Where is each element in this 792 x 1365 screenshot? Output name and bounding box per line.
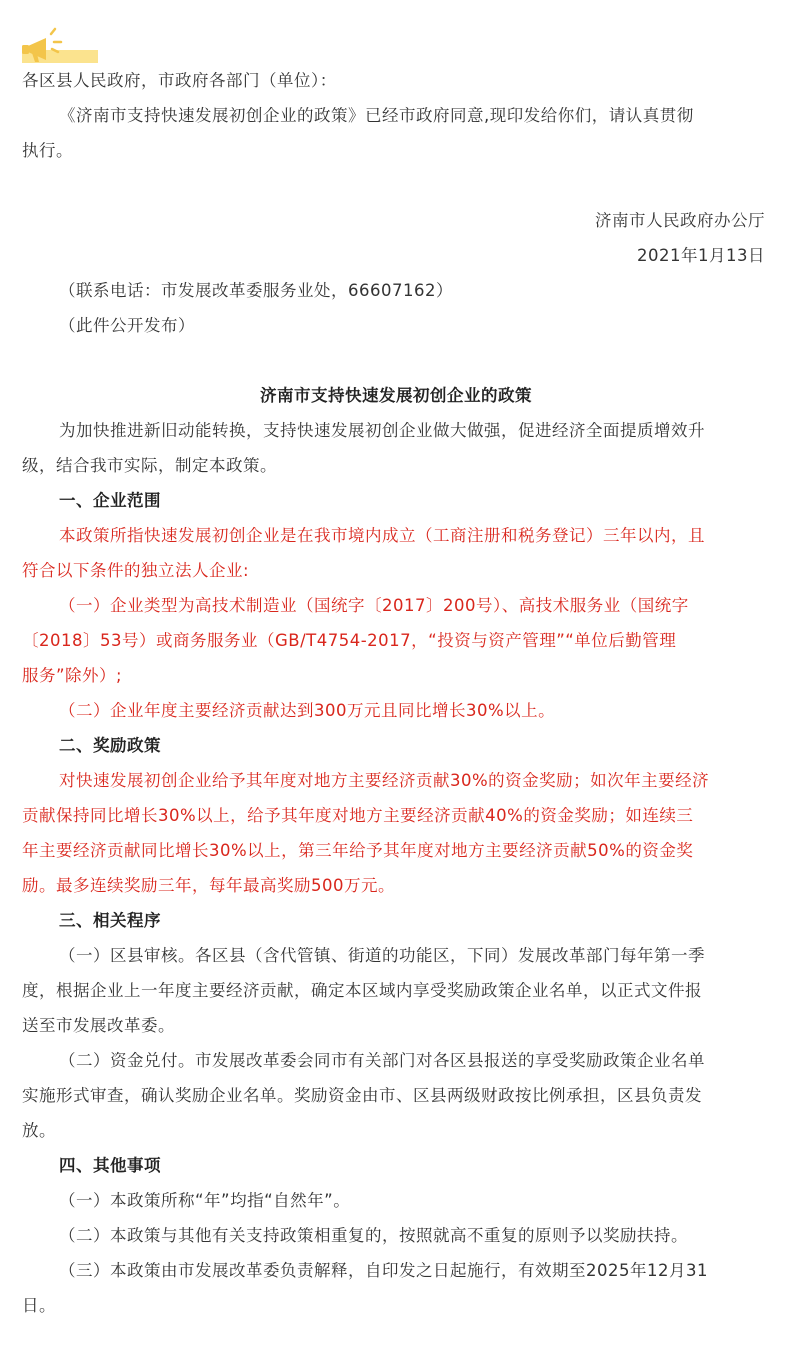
section-text-line: （二）企业年度主要经济贡献达到300万元且同比增长30%以上。 bbox=[59, 701, 556, 720]
notice-body-line: 执行。 bbox=[22, 141, 73, 160]
section-text-line: （一）区县审核。各区县（含代管镇、街道的功能区，下同）发展改革部门每年第一季 bbox=[59, 946, 705, 965]
megaphone-icon bbox=[18, 16, 100, 64]
section-text-line: 本政策所指快速发展初创企业是在我市境内成立（工商注册和税务登记）三年以内，且 bbox=[59, 526, 705, 545]
section-text-line: 贡献保持同比增长30%以上，给予其年度对地方主要经济贡献40%的资金奖励；如连续三 bbox=[22, 806, 694, 825]
section-text-line: （二）本政策与其他有关支持政策相重复的，按照就高不重复的原则予以奖励扶持。 bbox=[59, 1226, 688, 1245]
intro-line: 级，结合我市实际，制定本政策。 bbox=[22, 456, 277, 475]
section-text-line: 年主要经济贡献同比增长30%以上，第三年给予其年度对地方主要经济贡献50%的资金奖 bbox=[22, 841, 694, 860]
public-note: （此件公开发布） bbox=[59, 316, 195, 335]
issue-date: 2021年1月13日 bbox=[637, 246, 765, 265]
section-text-line: （一）本政策所称“年”均指“自然年”。 bbox=[59, 1191, 351, 1210]
section-heading: 一、企业范围 bbox=[59, 491, 161, 510]
section-text-line: 符合以下条件的独立法人企业: bbox=[22, 561, 250, 580]
intro-line: 为加快推进新旧动能转换，支持快速发展初创企业做大做强，促进经济全面提质增效升 bbox=[59, 421, 705, 440]
section-text-line: （二）资金兑付。市发展改革委会同市有关部门对各区县报送的享受奖励政策企业名单 bbox=[59, 1051, 705, 1070]
section-text-line: 励。最多连续奖励三年，每年最高奖励500万元。 bbox=[22, 876, 395, 895]
contact-info: （联系电话：市发展改革委服务业处，66607162） bbox=[59, 281, 453, 300]
section-text-line: （一）企业类型为高技术制造业（国统字〔2017〕200号）、高技术服务业（国统字 bbox=[59, 596, 689, 615]
section-text-line: （三）本政策由市发展改革委负责解释，自印发之日起施行，有效期至2025年12月31 bbox=[59, 1261, 708, 1280]
section-text-line: 〔2018〕53号）或商务服务业（GB/T4754-2017，“投资与资产管理”“单位后勤管理 bbox=[22, 631, 677, 650]
section-text-line: 送至市发展改革委。 bbox=[22, 1016, 175, 1035]
section-text-line: 实施形式审查，确认奖励企业名单。奖励资金由市、区县两级财政按比例承担，区县负责发 bbox=[22, 1086, 702, 1105]
section-heading: 三、相关程序 bbox=[59, 911, 161, 930]
section-text-line: 对快速发展初创企业给予其年度对地方主要经济贡献30%的资金奖励；如次年主要经济 bbox=[59, 771, 710, 790]
section-text-line: 度，根据企业上一年度主要经济贡献，确定本区域内享受奖励政策企业名单，以正式文件报 bbox=[22, 981, 702, 1000]
section-text-line: 日。 bbox=[22, 1296, 56, 1315]
issuer: 济南市人民政府办公厅 bbox=[595, 211, 765, 230]
section-text-line: 服务”除外）; bbox=[22, 666, 123, 685]
section-heading: 四、其他事项 bbox=[59, 1156, 161, 1175]
section-text-line: 放。 bbox=[22, 1121, 56, 1140]
notice-body-line: 《济南市支持快速发展初创企业的政策》已经市政府同意,现印发给你们，请认真贯彻 bbox=[59, 106, 694, 125]
megaphone-logo bbox=[18, 16, 100, 64]
policy-title: 济南市支持快速发展初创企业的政策 bbox=[260, 386, 532, 405]
section-heading: 二、奖励政策 bbox=[59, 736, 161, 755]
salutation: 各区县人民政府，市政府各部门（单位）： bbox=[22, 71, 337, 90]
